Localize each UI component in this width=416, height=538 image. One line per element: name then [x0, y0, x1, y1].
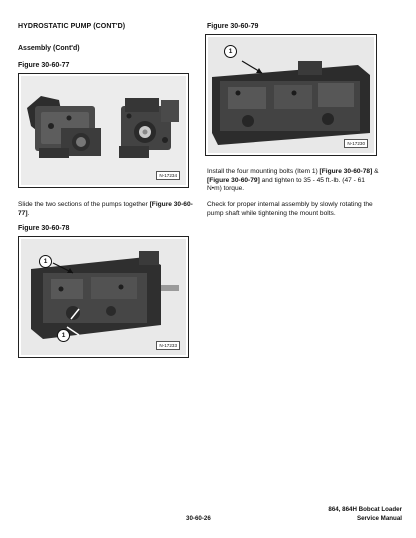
figure-78-id: N-17233 [156, 341, 180, 350]
section-title: HYDROSTATIC PUMP (CONT'D) [18, 23, 126, 30]
figure-79-photo [208, 37, 374, 153]
install-figure-ref-79: [Figure 30-60-79] [207, 176, 260, 184]
figure-78-caption: Figure 30-60-78 [18, 225, 70, 232]
instruction-slide-sections [18, 201, 194, 218]
figure-77-caption: Figure 30-60-77 [18, 62, 70, 69]
footer-model: 864, 864H Bobcat Loader [328, 506, 402, 513]
pump-sections-illustration [21, 76, 186, 185]
figure-78-callout-top: 1 [39, 255, 52, 268]
install-text-and: & [372, 168, 379, 175]
instruction-install-bolts [207, 168, 379, 194]
figure-77-id: N-17234 [156, 171, 180, 180]
pump-section-right [119, 98, 179, 158]
instruction-check-assembly: Check for proper internal assembly by slowly rotating the pump shaft while tightening the mount bolts. [207, 201, 373, 217]
install-torque-text: and tighten to 35 - 45 ft.-lb. (47 - 61 N•m) torque. [207, 176, 365, 193]
figure-77-photo [21, 76, 186, 185]
install-figure-ref-78: [Figure 30-60-78] [319, 168, 373, 175]
install-text: Install the four mounting bolts (Item 1) [207, 168, 320, 175]
figure-78 [18, 236, 189, 358]
figure-78-photo [21, 239, 186, 355]
page-number: 30-60-26 [186, 515, 211, 522]
instruction-period: . [27, 209, 30, 217]
footer-manual: Service Manual [356, 515, 402, 522]
figure-77 [18, 73, 189, 188]
figure-78-callout-bottom: 1 [57, 329, 70, 342]
subsection-heading: Assembly (Cont'd) [18, 45, 80, 52]
figure-79-caption: Figure 30-60-79 [207, 23, 259, 30]
figure-79-id: N-17230 [344, 139, 368, 148]
figure-79-callout: 1 [224, 45, 237, 58]
instruction-text: Slide the two sections of the pumps together [18, 201, 150, 208]
instruction-figure-ref: [Figure 30-60-77] [18, 201, 193, 217]
figure-79 [205, 34, 377, 156]
